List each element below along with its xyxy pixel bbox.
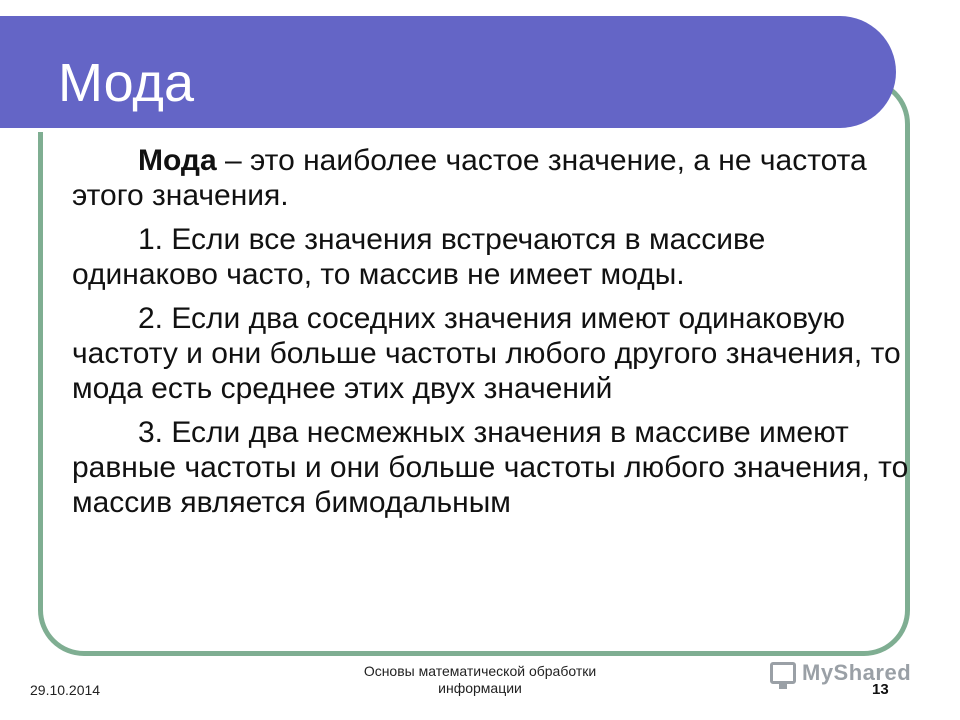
footer-course-title xyxy=(330,663,630,697)
definition-paragraph xyxy=(72,143,912,213)
watermark xyxy=(770,658,911,688)
rule-item-1: 1. Если все значения встречаются в массиве одинаково часто, то массив не имеет моды. xyxy=(72,223,766,291)
footer-course-line-1: Основы математической обработки xyxy=(363,663,597,679)
rule-item-3: 3. Если два несмежных значения в массиве имеют равные частоты и они больше частоты любого значения, то массив является бимодальным xyxy=(72,416,909,519)
definition-text: – это наиболее частое значение, а не частота этого значения. xyxy=(72,144,867,212)
watermark-text: MyShared xyxy=(802,660,912,685)
title-bar xyxy=(0,16,896,128)
page-number: 13 xyxy=(872,681,889,698)
presentation-screen-icon xyxy=(770,662,796,684)
rule-item-2: 2. Если два соседних значения имеют одинаковую частоту и они больше частоты любого другого значения, то мода есть среднее этих двух значений xyxy=(72,302,901,405)
title-underline xyxy=(0,128,854,132)
footer-date: 29.10.2014 xyxy=(30,682,101,698)
footer-course-line-2: информации xyxy=(438,680,522,696)
slide-title: Мода xyxy=(58,53,194,113)
slide-body xyxy=(72,143,912,529)
definition-term: Мода xyxy=(138,144,217,177)
